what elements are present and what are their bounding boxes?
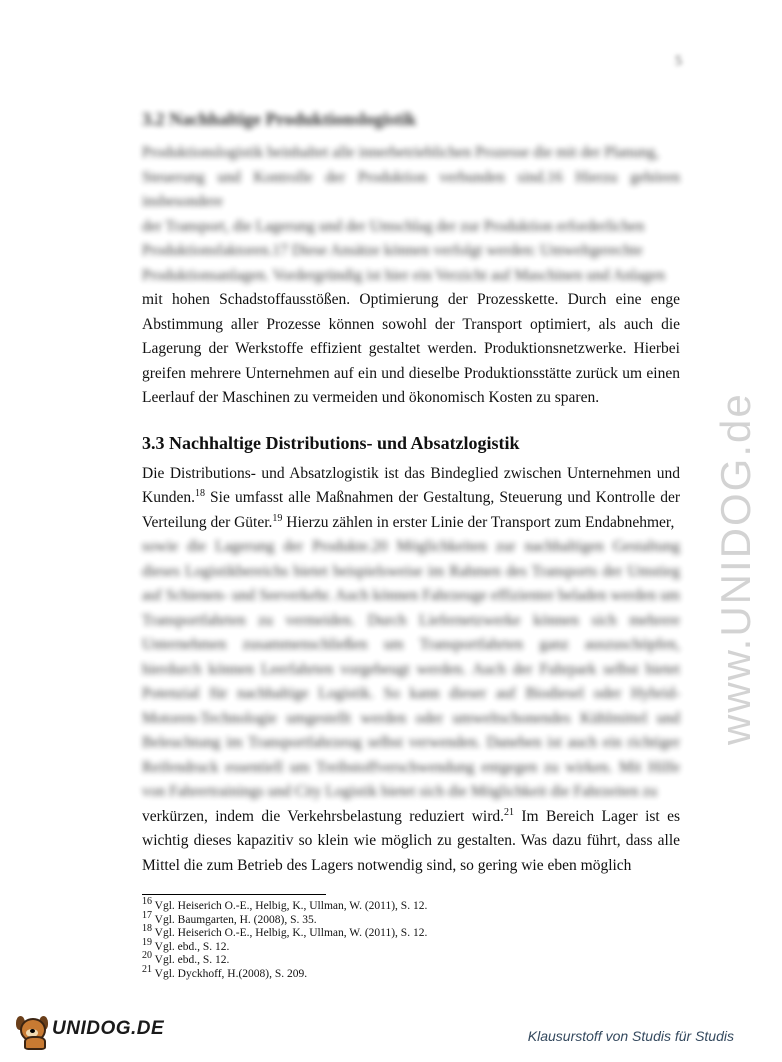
footnote-text: Vgl. ebd., S. 12. <box>152 954 230 966</box>
footnote-ref-21[interactable]: 21 <box>504 806 514 818</box>
blurred-line: Produktionsanlagen. Vordergründig ist hier ein Verzicht auf Maschinen und Anlagen <box>142 266 666 284</box>
footnote-number: 21 <box>142 963 152 975</box>
dog-mascot-icon <box>14 1012 50 1046</box>
paragraph-3-3-intro <box>142 462 680 536</box>
footnote-ref-18[interactable]: 18 <box>194 487 205 499</box>
footnote-ref-19[interactable]: 19 <box>272 512 283 524</box>
text-run: Die Distributions- und Absatzlogistik ist das Bindeglied zwischen Unternehmen und Kunden. <box>142 464 680 506</box>
footnote-item <box>142 963 682 982</box>
footnote-number: 18 <box>142 923 152 935</box>
footer-slogan: Klausurstoff von Studis für Studis <box>527 1028 734 1044</box>
footnote-number: 19 <box>142 936 152 948</box>
footnote-text: Vgl. ebd., S. 12. <box>152 940 230 953</box>
watermark-text: www.UNIDOG.de <box>712 392 759 745</box>
blurred-line: der Transport, die Lagerung und der Umschlag der zur Produktion erforderlichen <box>142 217 645 235</box>
footnote-number: 16 <box>142 896 152 908</box>
footnote-item <box>142 896 682 914</box>
footnote-item <box>142 950 682 968</box>
dog-nose <box>30 1029 35 1033</box>
section-heading-3-3: 3.3 Nachhaltige Distributions- und Absatzlogistik <box>142 432 520 453</box>
footnotes <box>142 896 682 981</box>
footnote-item <box>142 923 682 941</box>
footnote-number: 17 <box>142 909 152 921</box>
footnote-text: Vgl. Heiserich O.-E., Helbig, K., Ullman, W. (2011), S. 12. <box>152 900 428 912</box>
text-run: verkürzen, indem die Verkehrsbelastung reduziert wird. <box>142 807 504 825</box>
text-run: Im Bereich Lager ist es wichtig dieses kapazitiv so klein wie möglich zu gestalten. Was dazu führt, dass alle Mittel die zum Betrieb des Lagers notwendig sind, so gering wie eben möglich <box>142 807 681 874</box>
document-body <box>142 106 680 878</box>
text-run: Sie umfasst alle Maßnahmen der Gestaltung, Steuerung und Kontrolle der Verteilung der Güter. <box>142 489 680 531</box>
footnote-number: 20 <box>142 950 152 962</box>
unidog-logo[interactable] <box>14 1012 164 1046</box>
paragraph-3-2-visible: mit hohen Schadstoffausstößen. Optimierung der Prozesskette. Durch eine enge Abstimmung aller Prozesse können sowohl der Transport optimiert, als auch die Lagerung der Werkstoffe effizient gestaltet werden. Produktionsnetzwerke. Hierbei greifen mehrere Unternehmen auf ein und dieselbe Produktionsstätte zurück um einen Leerlauf der Maschinen zu vermeiden und ökonomisch Kosten zu sparen. <box>142 291 680 406</box>
text-run: Hierzu zählen in erster Linie der Transport zum Endabnehmer, <box>282 513 675 531</box>
footnote-item <box>142 936 682 955</box>
dog-body <box>24 1036 46 1050</box>
blurred-line: Steuerung und Kontrolle der Produktion verbunden sind.16 Hierzu gehören insbesondere <box>142 168 680 210</box>
logo-wordmark: UNIDOG.DE <box>52 1018 165 1039</box>
footnote-divider <box>142 894 326 895</box>
blurred-paragraph-3-2 <box>142 141 680 288</box>
footnote-item <box>142 909 682 928</box>
paragraph-3-3-outro <box>142 805 680 879</box>
blurred-paragraph-3-3: sowie die Lagerung der Produkte.20 Möglichkeiten zur nachhaltigen Gestaltung dieses Logistikbereichs bietet beispielsweise im Rahmen des Transports der Umstieg auf Schienen- und Seeverkehr. Auch können Fahrzeuge effizienter beladen werden um Transportfahrten zu vermeiden. Durch Liefernetzwerke können sich mehrere Unternehmen zusammenschließen um Transportfahrten ganz auszuschöpfen, hierdurch können Leerfahrten vorgebeugt werden. Auch der Fuhrpark selbst bietet Potenzial für nachhaltige Logistik. So kann dieser auf Biodiesel oder Hybrid-Motoren-Technologie umgestellt werden oder umweltschonendes Kühlmittel und Beleuchtung im Transportfahrzeug selbst verwenden. Daneben ist auch ein richtiger Reifendruck essentiell um Treibstoffverschwendung entgegen zu wirken. Mit Hilfe von Fahrertrainings und City Logistik bietet sich die Möglichkeit die Fahrzeiten zu <box>142 538 680 800</box>
blurred-line: Produktionslogistik beinhaltet alle innerbetrieblichen Prozesse die mit der Planung, <box>142 144 659 161</box>
section-heading-3-2: 3.2 Nachhaltige Produktionslogistik <box>142 109 417 129</box>
footnote-text: Vgl. Baumgarten, H. (2008), S. 35. <box>152 913 317 926</box>
blurred-line: Produktionsfaktoren.17 Diese Ansätze können verfolgt werden: Umweltgerechte <box>142 242 643 259</box>
footnote-text: Vgl. Dyckhoff, H.(2008), S. 209. <box>152 967 308 980</box>
page-number: 5 <box>675 54 682 69</box>
footnote-text: Vgl. Heiserich O.-E., Helbig, K., Ullman, W. (2011), S. 12. <box>152 927 428 939</box>
